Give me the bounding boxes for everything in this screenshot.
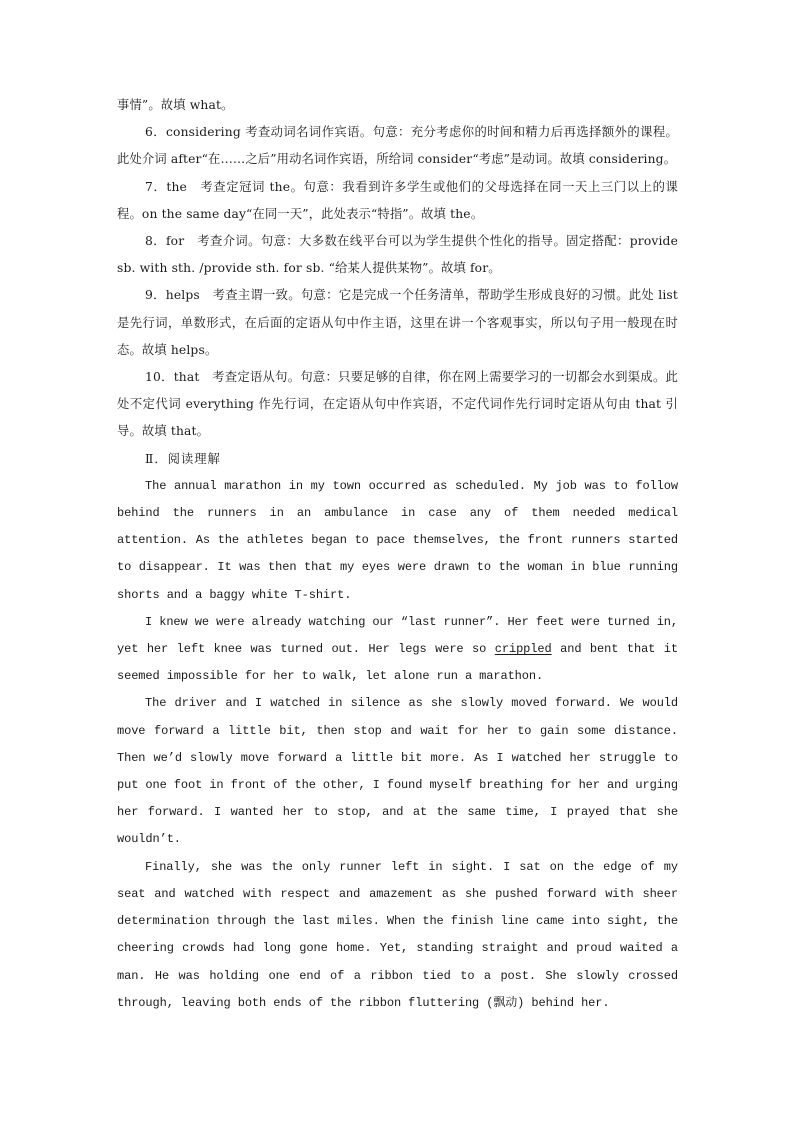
answer-continuation: 事情”。故填 what。 <box>117 98 234 112</box>
passage-paragraph-2-start: I knew we were already watching our “last runner”. Her feet were turned in, yet her left knee was turned out. Her legs were so <box>117 614 678 657</box>
answer-7: 7．the 考查定冠词 the。句意：我看到许多学生或他们的父母选择在同一天上三门以上的课程。on the same day“在同一天”，此处表示“特指”。故填 the。 <box>117 179 678 221</box>
answer-6: 6．considering 考查动词名词作宾语。句意：充分考虑你的时间和精力后再选择额外的课程。此处介词 after“在……之后”用动名词作宾语，所给词 consider“考虑”是动词。故填 considering。 <box>117 125 678 167</box>
answer-8: 8．for 考查介词。句意：大多数在线平台可以为学生提供个性化的指导。固定搭配：provide sb. with sth. /provide sth. for sb. “给某人提供某物”。故填 for。 <box>117 234 678 276</box>
section-heading: Ⅱ．阅读理解 <box>145 451 221 466</box>
answer-10: 10．that 考查定语从句。句意：只要足够的自律，你在网上需要学习的一切都会水到渠成。此处不定代词 everything 作先行词，在定语从句中作宾语，不定代词作先行词时定语从句由 that 引导。故填 that。 <box>117 370 678 439</box>
passage-paragraph-3: The driver and I watched in silence as she slowly moved forward. We would move forward a little bit, then stop and wait for her to gain some distance. Then we’d slowly move forward a little bit more. As I watched her struggle to put one foot in front of the other, I found myself breathing for her and urging her forward. I wanted her to stop, and at the same time, I prayed that she wouldn’t. <box>117 696 678 847</box>
underlined-word: crippled <box>494 642 552 657</box>
passage-paragraph-2 <box>117 609 678 691</box>
passage-paragraph-2-end: and bent that it seemed impossible for her to walk, let alone run a marathon. <box>117 642 678 684</box>
passage-paragraph-4: Finally, she was the only runner left in sight. I sat on the edge of my seat and watched with respect and amazement as she pushed forward with sheer determination through the last miles. When the finish line came into sight, the cheering crowds had long gone home. Yet, standing straight and proud waited a man. He was holding one end of a ribbon tied to a post. She slowly crossed through, leaving both ends of the ribbon fluttering (飘动) behind her. <box>117 859 678 1010</box>
document-content <box>117 92 678 1017</box>
passage-paragraph-1: The annual marathon in my town occurred as scheduled. My job was to follow behind the runners in an ambulance in case any of them needed medical attention. As the athletes began to pace themselves, the front runners started to disappear. It was then that my eyes were drawn to the woman in blue running shorts and a baggy white T-shirt. <box>117 478 678 602</box>
answer-9: 9．helps 考查主谓一致。句意：它是完成一个任务清单，帮助学生形成良好的习惯。此处 list 是先行词，单数形式，在后面的定语从句中作主语，这里在讲一个客观事实，所以句子用一般现在时态。故填 helps。 <box>117 288 678 357</box>
